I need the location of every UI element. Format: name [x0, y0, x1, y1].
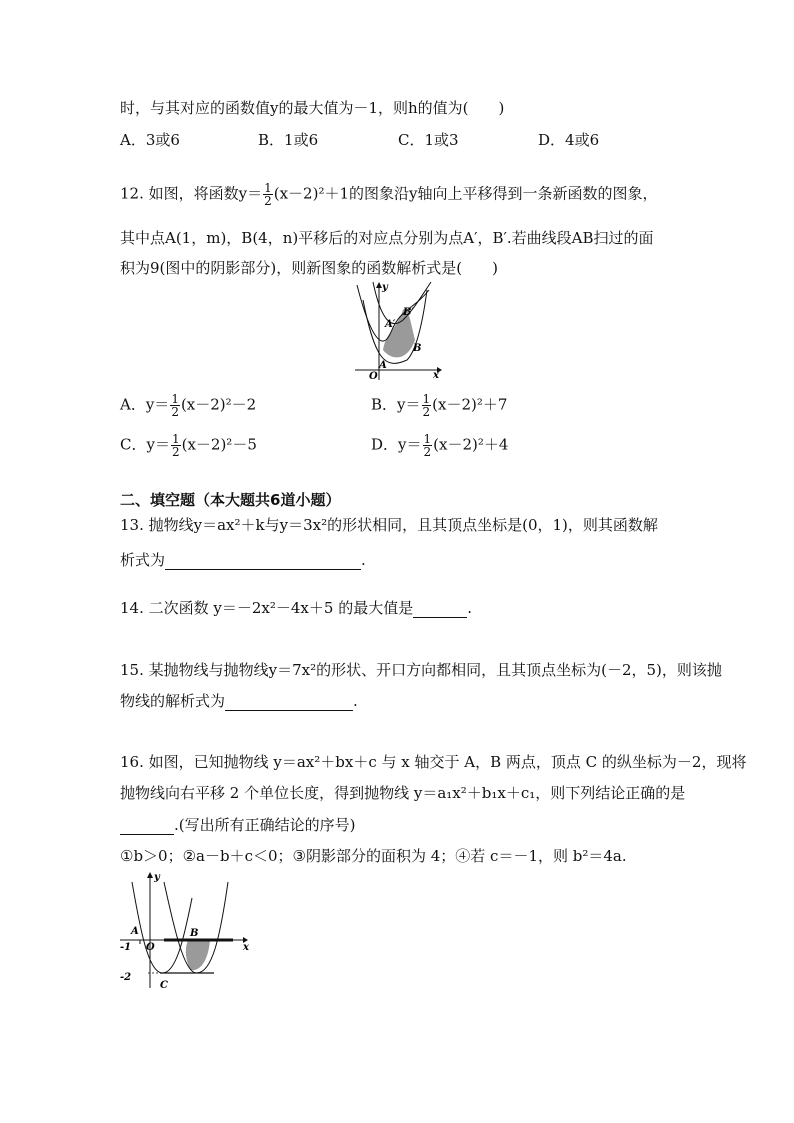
q12-stem-line1: 12. 如图，将函数y＝ $\frac{1}{2}$ (x－2)²＋1的图象沿y轴向上平移得到一条新函数的图象，	[120, 181, 658, 208]
point-c-label: C	[160, 980, 168, 991]
x-axis-label: x	[243, 942, 249, 953]
point-b-label: B	[413, 343, 422, 354]
section-heading: 二、填空题（本大题共6道小题）	[120, 491, 341, 509]
origin-label: O	[146, 942, 155, 953]
fraction: $\frac{1}{2}$	[171, 392, 179, 419]
q12-stem-line2: 其中点A(1，m)，B(4，n)平移后的对应点分别为点A′，B′.若曲线段AB扫过的面	[120, 229, 654, 247]
q11-option-d: D．4或6	[538, 131, 600, 149]
y-axis-label: y	[154, 872, 160, 883]
q12-figure	[345, 280, 445, 385]
q14-stem: 14. 二次函数 y＝－2x²－4x＋5 的最大值是 .	[120, 599, 472, 617]
tick-minus-2: -2	[120, 972, 132, 983]
fraction: $\frac{1}{2}$	[422, 392, 431, 419]
q12-stem-line3: 积为9(图中的阴影部分)，则新图象的函数解析式是( )	[120, 259, 498, 277]
fraction: $\frac{1}{2}$	[423, 432, 432, 459]
q15-stem-line1: 15. 某抛物线与抛物线y＝7x²的形状、开口方向都相同，且其顶点坐标为(－2，5)，则该抛	[120, 661, 722, 679]
q16-stem-line3: .(写出所有正确结论的序号)	[120, 814, 355, 835]
q11-option-b: B．1或6	[258, 131, 319, 149]
point-a-prime-label: A′	[385, 319, 396, 330]
y-axis-label: y	[382, 282, 388, 293]
q12-option-b: B．y＝ $\frac{1}{2}$ (x－2)²＋7	[371, 392, 508, 419]
q12-option-a: A．y＝ $\frac{1}{2}$ (x－2)²－2	[120, 392, 257, 419]
q16-stem-line1: 16. 如图，已知抛物线 y＝ax²＋bx＋c 与 x 轴交于 A，B 两点，顶点 C 的纵坐标为－2，现将	[120, 753, 747, 771]
fraction: $\frac{1}{2}$	[171, 432, 180, 459]
q15-stem-line2: 物线的解析式为 .	[120, 692, 358, 710]
answer-blank[interactable]	[225, 692, 353, 711]
q11-option-c: C．1或3	[398, 131, 459, 149]
q11-option-a: A．3或6	[120, 131, 180, 149]
tick-minus-1: -1	[120, 942, 132, 953]
point-b-prime-label: B′	[403, 307, 415, 318]
q16-stem-line2: 抛物线向右平移 2 个单位长度，得到抛物线 y＝a₁x²＋b₁x＋c₁，则下列结论正确的是	[120, 784, 686, 802]
point-b-label: B	[190, 928, 199, 939]
q12-option-c: C．y＝ $\frac{1}{2}$ (x－2)²－5	[120, 432, 257, 459]
q16-stem-line4: ①b＞0；②a－b＋c＜0；③阴影部分的面积为 4；④若 c＝－1，则 b²＝4a.	[120, 847, 627, 865]
fraction: $\frac{1}{2}$	[264, 181, 272, 208]
point-a-label: A	[379, 360, 387, 371]
origin-label: O	[369, 371, 378, 382]
q13-stem-line2: 析式为 .	[120, 551, 366, 569]
q13-stem-line1: 13. 抛物线y＝ax²＋k与y＝3x²的形状相同，且其顶点坐标是(0，1)，则其函数解	[120, 516, 658, 534]
q16-figure	[118, 868, 253, 993]
q11-stem-tail: 时，与其对应的函数值y的最大值为－1，则h的值为( )	[120, 99, 505, 117]
answer-blank[interactable]	[165, 551, 361, 570]
point-a-label: A	[131, 926, 139, 937]
answer-blank[interactable]	[413, 599, 467, 618]
answer-blank[interactable]	[120, 816, 174, 835]
q12-option-d: D．y＝ $\frac{1}{2}$ (x－2)²＋4	[371, 432, 509, 459]
x-axis-label: x	[433, 370, 439, 381]
